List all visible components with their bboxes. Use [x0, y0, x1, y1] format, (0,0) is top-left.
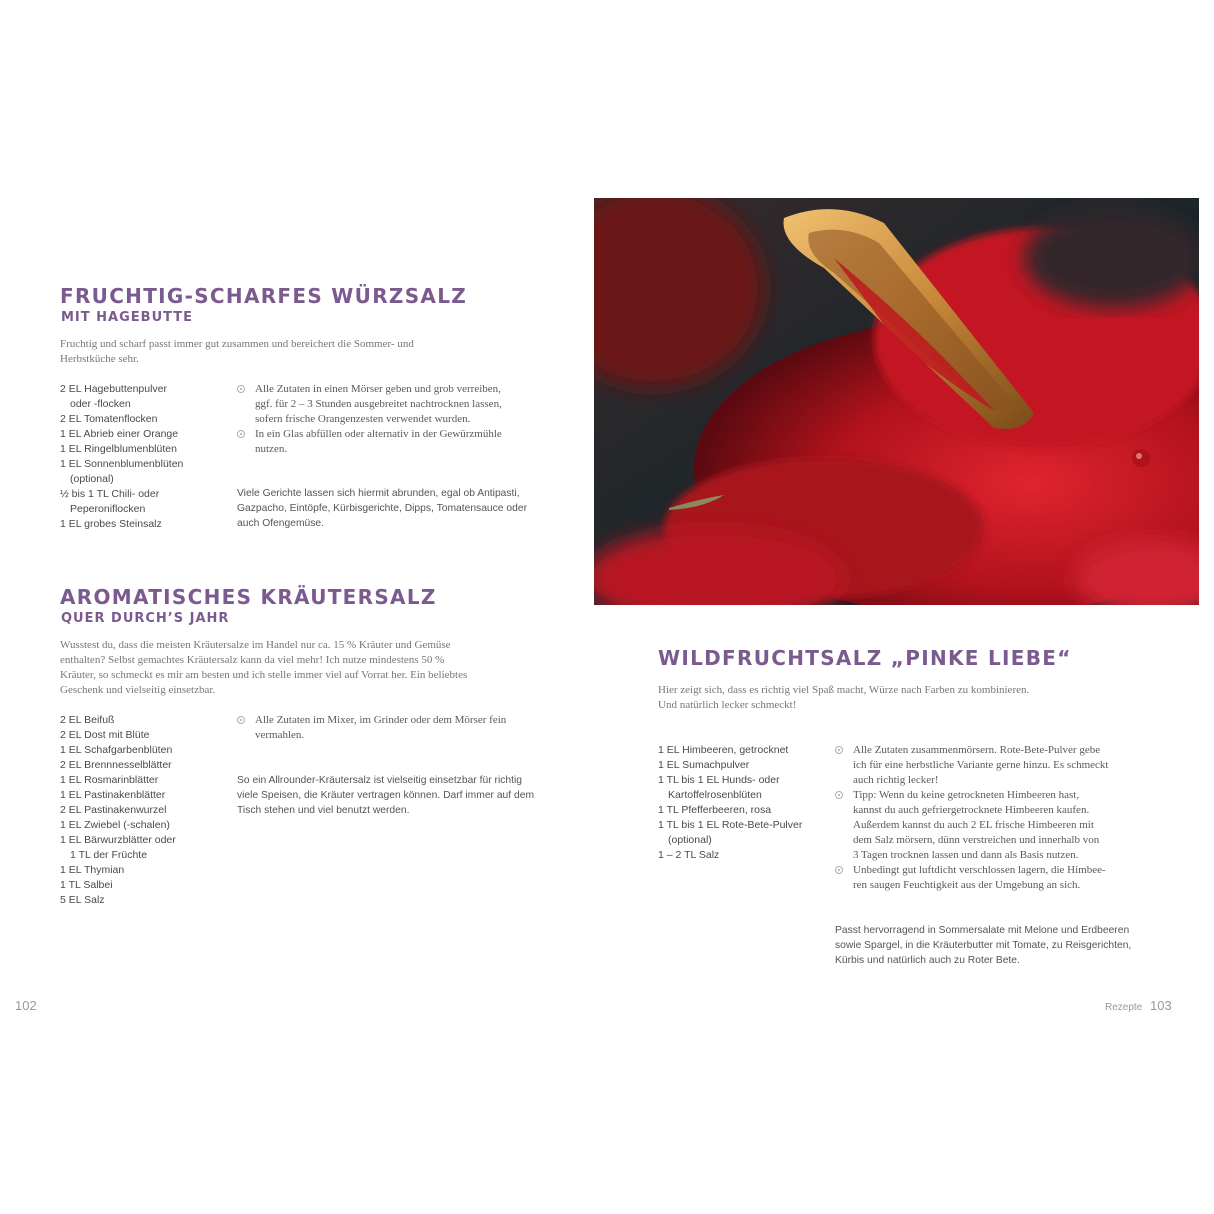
step-line: nutzen. — [255, 443, 288, 455]
step-line: kannst du auch gefriergetrocknete Himbeeren kaufen. — [853, 804, 1090, 816]
page-number-right: 103 — [1150, 998, 1172, 1013]
step-line: vermahlen. — [255, 729, 305, 741]
step — [237, 713, 537, 743]
step-line: Alle Zutaten zusammenmörsern. Rote-Bete-Pulver gebe — [853, 744, 1101, 756]
ingredient: 2 EL Pastinakenwurzel — [60, 804, 167, 816]
recipe2-title: AROMATISCHES KRÄUTERSALZ — [60, 585, 437, 609]
step — [237, 427, 537, 457]
intro-line: Geschenk und vielseitig einsetzbar. — [60, 684, 216, 696]
circle-bullet-icon — [835, 746, 843, 754]
ingredient: 2 EL Hagebuttenpulver — [60, 383, 168, 395]
ingredient: 1 EL Sonnenblumenblüten — [60, 458, 184, 470]
ingredient: 1 EL Ringelblumenblüten — [60, 443, 177, 455]
step-line: auch richtig lecker! — [853, 774, 939, 786]
page-number-left: 102 — [15, 998, 37, 1013]
ingredient: (optional) — [70, 473, 114, 485]
step-line: ren saugen Feuchtigkeit aus der Umgebung an sich. — [853, 879, 1081, 891]
note-line: Gazpacho, Eintöpfe, Kürbisgerichte, Dipps, Tomatensauce oder — [237, 503, 528, 514]
circle-bullet-icon — [237, 716, 245, 724]
ingredient: 1 – 2 TL Salz — [658, 849, 720, 861]
step-line: ich für eine herbstliche Variante gerne hinzu. Es schmeckt — [853, 759, 1109, 771]
ingredient: 1 EL Zwiebel (-schalen) — [60, 819, 170, 831]
step-line: Unbedingt gut luftdicht verschlossen lagern, die Himbee- — [853, 864, 1106, 876]
step — [237, 382, 537, 427]
ingredient: ½ bis 1 TL Chili- oder — [60, 488, 160, 500]
step-line: ggf. für 2 – 3 Stunden ausgebreitet nachtrocknen lassen, — [255, 398, 502, 410]
recipe1-subtitle: MIT HAGEBUTTE — [61, 310, 194, 325]
intro-line: enthalten? Selbst gemachtes Kräutersalz kann da viel mehr! Ich nutze mindestens 50 % — [60, 654, 445, 666]
ingredient: Kartoffelrosenblüten — [668, 789, 762, 801]
step-line: Alle Zutaten im Mixer, im Grinder oder dem Mörser fein — [255, 714, 507, 726]
circle-bullet-icon — [237, 385, 245, 393]
recipe1-intro — [60, 337, 530, 367]
note-line: Tisch stehen und viel benutzt werden. — [237, 805, 410, 816]
intro-line: Herbstküche sehr. — [60, 353, 139, 365]
note-line: Kürbis und natürlich auch zu Roter Bete. — [835, 955, 1020, 966]
recipe2-note — [237, 773, 537, 818]
intro-line: Kräuter, so schmeckt es mir am besten und ich stelle immer viel auf Vorrat her. Ein beliebtes — [60, 669, 468, 681]
ingredient: 1 EL Sumachpulver — [658, 759, 750, 771]
ingredient: 1 EL Himbeeren, getrocknet — [658, 744, 789, 756]
step — [835, 863, 1135, 893]
spice-photo — [594, 198, 1199, 605]
step-line: sofern frische Orangenzesten verwendet wurden. — [255, 413, 471, 425]
note-line: sowie Spargel, in die Kräuterbutter mit Tomate, zu Reisgerichten, — [835, 940, 1132, 951]
recipe3-title: WILDFRUCHTSALZ „PINKE LIEBE“ — [658, 646, 1072, 670]
note-line: viele Speisen, die Kräuter vertragen können. Darf immer auf dem — [237, 790, 535, 801]
ingredient: (optional) — [668, 834, 712, 846]
ingredient: Peperoniflocken — [70, 503, 146, 515]
step-line: Alle Zutaten in einen Mörser geben und grob verreiben, — [255, 383, 501, 395]
ingredient: 1 EL Rosmarinblätter — [60, 774, 159, 786]
note-line: auch Ofengemüse. — [237, 518, 325, 529]
step — [835, 743, 1135, 788]
ingredient: 1 EL Schafgarbenblüten — [60, 744, 173, 756]
circle-bullet-icon — [835, 791, 843, 799]
recipe3-steps — [835, 743, 1135, 893]
red-spice-illustration — [594, 198, 1199, 605]
ingredient: oder -flocken — [70, 398, 131, 410]
step — [835, 788, 1135, 863]
recipe3-intro — [658, 683, 1138, 713]
recipe1-note — [237, 486, 537, 531]
ingredient: 1 EL grobes Steinsalz — [60, 518, 162, 530]
recipe2-steps — [237, 713, 537, 743]
circle-bullet-icon — [835, 866, 843, 874]
ingredient: 1 TL bis 1 EL Hunds- oder — [658, 774, 780, 786]
ingredient: 2 EL Dost mit Blüte — [60, 729, 150, 741]
ingredient: 1 TL Pfefferbeeren, rosa — [658, 804, 772, 816]
ingredient: 2 EL Brennnesselblätter — [60, 759, 172, 771]
ingredient: 1 EL Thymian — [60, 864, 125, 876]
section-label: Rezepte — [1105, 1002, 1143, 1013]
circle-bullet-icon — [237, 430, 245, 438]
recipe1-title: FRUCHTIG-SCHARFES WÜRZSALZ — [60, 284, 468, 308]
note-line: Passt hervorragend in Sommersalate mit Melone und Erdbeeren — [835, 925, 1130, 936]
intro-line: Und natürlich lecker schmeckt! — [658, 699, 797, 711]
recipe3-ingredients — [658, 743, 802, 863]
ingredient: 1 EL Pastinakenblätter — [60, 789, 166, 801]
ingredient: 2 EL Beifuß — [60, 714, 115, 726]
step-line: 3 Tagen trocknen lassen und dann als Basis nutzen. — [853, 849, 1079, 861]
intro-line: Wusstest du, dass die meisten Kräutersalze im Handel nur ca. 15 % Kräuter und Gemüse — [60, 639, 451, 651]
step-line: dem Salz mörsern, dünn verstreichen und innerhalb von — [853, 834, 1100, 846]
intro-line: Hier zeigt sich, dass es richtig viel Spaß macht, Würze nach Farben zu kombinieren. — [658, 684, 1030, 696]
note-line: Viele Gerichte lassen sich hiermit abrunden, egal ob Antipasti, — [237, 488, 520, 499]
recipe3-note — [835, 923, 1145, 968]
step-line: Außerdem kannst du auch 2 EL frische Himbeeren mit — [853, 819, 1094, 831]
ingredient: 1 EL Abrieb einer Orange — [60, 428, 179, 440]
step-line: In ein Glas abfüllen oder alternativ in der Gewürzmühle — [255, 428, 502, 440]
recipe1-steps — [237, 382, 537, 457]
recipe2-intro — [60, 638, 540, 698]
intro-line: Fruchtig und scharf passt immer gut zusammen und bereichert die Sommer- und — [60, 338, 414, 350]
note-line: So ein Allrounder-Kräutersalz ist vielseitig einsetzbar für richtig — [237, 775, 523, 786]
ingredient: 1 EL Bärwurzblätter oder — [60, 834, 176, 846]
recipe2-ingredients — [60, 713, 176, 908]
ingredient: 1 TL bis 1 EL Rote-Bete-Pulver — [658, 819, 803, 831]
recipe1-ingredients — [60, 382, 183, 532]
ingredient: 1 TL der Früchte — [70, 849, 148, 861]
recipe2-subtitle: QUER DURCH’S JAHR — [61, 611, 230, 626]
ingredient: 1 TL Salbei — [60, 879, 113, 891]
step-line: Tipp: Wenn du keine getrockneten Himbeeren hast, — [853, 789, 1080, 801]
ingredient: 5 EL Salz — [60, 894, 105, 906]
ingredient: 2 EL Tomatenflocken — [60, 413, 158, 425]
